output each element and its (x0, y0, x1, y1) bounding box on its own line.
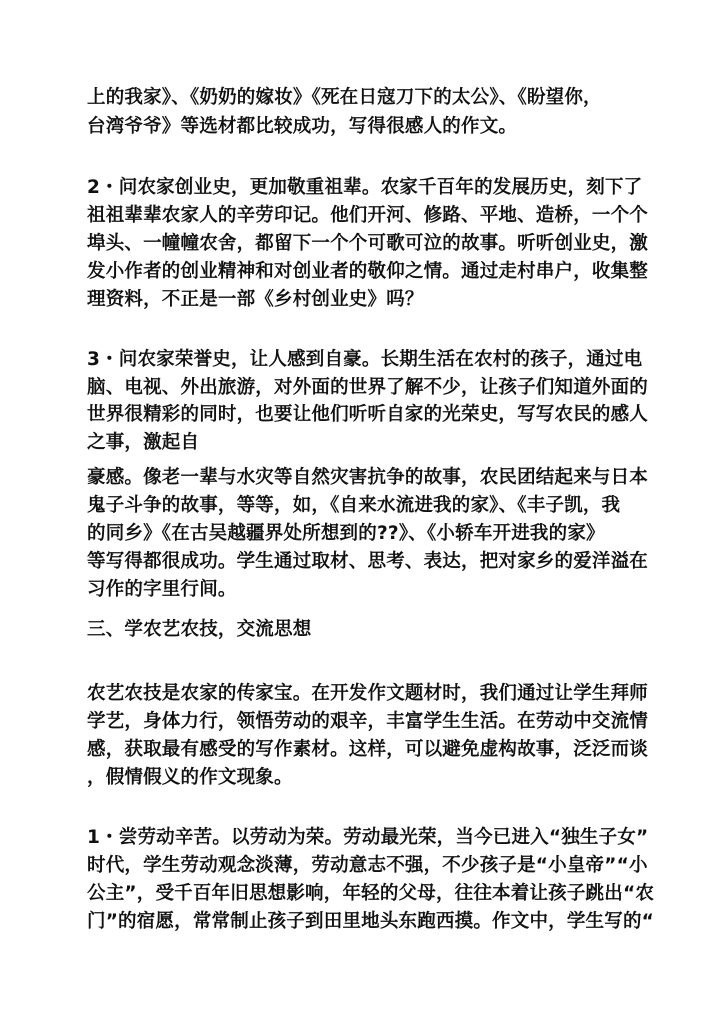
paragraph-line: 2・问农家创业史，更加敬重祖辈。农家千百年的发展历史，刻下了 (87, 177, 643, 198)
paragraph-line: 1・尝劳动辛苦。以劳动为荣。劳动最光荣，当今已进入“独生子女” (87, 827, 649, 848)
paragraph-line: 等写得都很成功。学生通过取材、思考、表达，把对家乡的爱洋溢在 (87, 551, 649, 572)
paragraph-line: 学艺，身体力行，领悟劳动的艰辛，丰富学生生活。在劳动中交流情 (87, 711, 649, 732)
paragraph-line: 之事，激起自 (87, 432, 200, 453)
paragraph-line: 上的我家》、《奶奶的嫁妆》《死在日寇刀下的太公》、《盼望你， (87, 87, 602, 108)
paragraph-line: 理资料，不正是一部《乡村创业史》吗？ (87, 289, 424, 310)
section-heading: 三、学农艺农技，交流思想 (87, 619, 312, 640)
paragraph-line: 鬼子斗争的故事，等等，如，《自来水流进我的家》、《丰子凯，我 (87, 495, 621, 516)
paragraph-line: 3・问农家荣誉史，让人感到自豪。长期生活在农村的孩子，通过电 (87, 349, 643, 370)
paragraph-line: 感，获取最有感受的写作素材。这样，可以避免虚构故事，泛泛而谈 (87, 739, 649, 760)
paragraph-line: 脑、电视、外出旅游，对外面的世界了解不少，让孩子们知道外面的 (87, 377, 649, 398)
paragraph-line: 埠头、一幢幢农舍，都留下一个个可歌可泣的故事。听听创业史，激 (87, 233, 649, 254)
paragraph-line: 习作的字里行间。 (87, 579, 237, 600)
paragraph-line: 的同乡》《在古吴越疆界处所想到的??》、《小轿车开进我的家》 (87, 523, 605, 544)
paragraph-line: 祖祖辈辈农家人的辛劳印记。他们开河、修路、平地、造桥，一个个 (87, 205, 649, 226)
paragraph-line: 门”的宿愿，常常制止孩子到田里地头东跑西摸。作文中，学生写的“ (87, 911, 655, 932)
paragraph-line: 世界很精彩的同时，也要让他们听听自家的光荣史，写写农民的感人 (87, 404, 649, 425)
paragraph-line: 农艺农技是农家的传家宝。在开发作文题材时，我们通过让学生拜师 (87, 683, 649, 704)
paragraph-line: 时代，学生劳动观念淡薄，劳动意志不强，不少孩子是“小皇帝”“小 (87, 855, 648, 876)
paragraph-line: 台湾爷爷》等选材都比较成功，写得很感人的作文。 (87, 116, 518, 137)
paragraph-line: 发小作者的创业精神和对创业者的敬仰之情。通过走村串户，收集整 (87, 261, 649, 282)
paragraph-line: ，假情假义的作文现象。 (87, 767, 293, 788)
paragraph-line: 豪感。像老一辈与水灾等自然灾害抗争的故事，农民团结起来与日本 (87, 467, 649, 488)
paragraph-line: 公主”，受千百年旧思想影响，年轻的父母，往往本着让孩子跳出“农 (87, 883, 655, 904)
